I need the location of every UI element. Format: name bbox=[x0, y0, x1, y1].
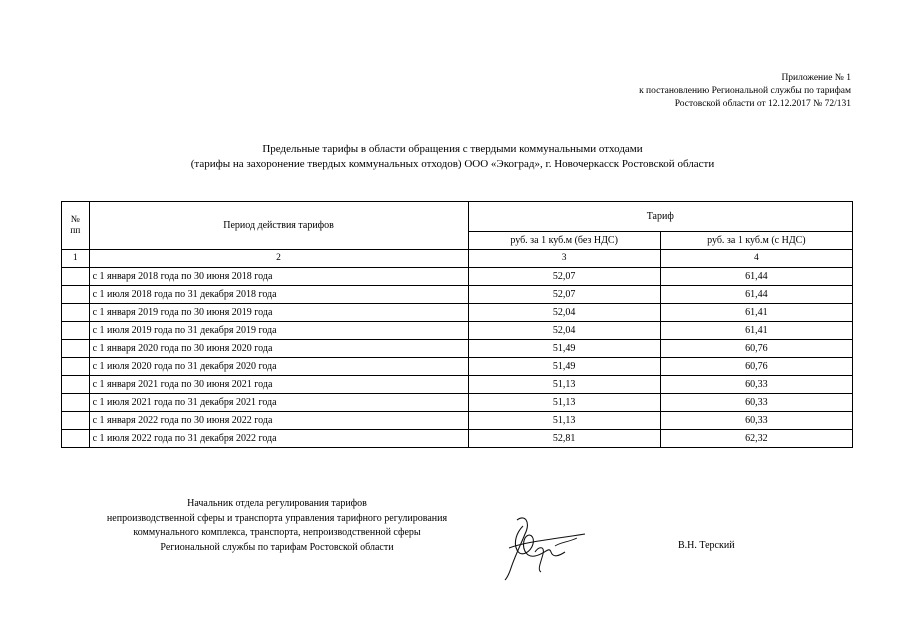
row-with-vat: 60,33 bbox=[660, 376, 852, 394]
row-no-vat: 51,13 bbox=[468, 376, 660, 394]
tariff-table bbox=[61, 201, 853, 448]
table-row bbox=[62, 304, 853, 322]
header-tariff: Тариф bbox=[468, 202, 852, 232]
handwritten-signature bbox=[495, 512, 590, 582]
document-title bbox=[0, 142, 905, 172]
row-no-vat: 52,81 bbox=[468, 430, 660, 448]
row-num bbox=[62, 322, 90, 340]
row-with-vat: 60,33 bbox=[660, 394, 852, 412]
row-period: с 1 июля 2019 года по 31 декабря 2019 года bbox=[89, 322, 468, 340]
column-index-row bbox=[62, 250, 853, 268]
signer-position-line4: Региональной службы по тарифам Ростовской области bbox=[160, 541, 394, 553]
table-row bbox=[62, 268, 853, 286]
column-index: 2 bbox=[89, 250, 468, 268]
document-title-line1: Предельные тарифы в области обращения с твердыми коммунальными отходами bbox=[262, 143, 643, 155]
row-no-vat: 52,04 bbox=[468, 322, 660, 340]
row-period: с 1 июля 2021 года по 31 декабря 2021 года bbox=[89, 394, 468, 412]
table-row bbox=[62, 358, 853, 376]
row-with-vat: 60,76 bbox=[660, 340, 852, 358]
row-num bbox=[62, 340, 90, 358]
row-num bbox=[62, 430, 90, 448]
row-period: с 1 января 2019 года по 30 июня 2019 года bbox=[89, 304, 468, 322]
row-period: с 1 июля 2022 года по 31 декабря 2022 года bbox=[89, 430, 468, 448]
row-with-vat: 61,44 bbox=[660, 268, 852, 286]
row-num bbox=[62, 268, 90, 286]
table-row bbox=[62, 430, 853, 448]
row-with-vat: 62,32 bbox=[660, 430, 852, 448]
signer-position-line1: Начальник отдела регулирования тарифов bbox=[187, 498, 367, 509]
row-no-vat: 52,04 bbox=[468, 304, 660, 322]
table-row bbox=[62, 340, 853, 358]
header-no-vat: руб. за 1 куб.м (без НДС) bbox=[468, 232, 660, 250]
row-period: с 1 января 2021 года по 30 июня 2021 года bbox=[89, 376, 468, 394]
header-period: Период действия тарифов bbox=[89, 202, 468, 250]
table-row bbox=[62, 286, 853, 304]
row-with-vat: 60,33 bbox=[660, 412, 852, 430]
row-no-vat: 52,07 bbox=[468, 286, 660, 304]
row-no-vat: 51,49 bbox=[468, 340, 660, 358]
row-no-vat: 52,07 bbox=[468, 268, 660, 286]
row-with-vat: 61,41 bbox=[660, 304, 852, 322]
row-period: с 1 января 2018 года по 30 июня 2018 года bbox=[89, 268, 468, 286]
signer-position-line2: непроизводственной сферы и транспорта управления тарифного регулирования bbox=[106, 512, 448, 524]
row-no-vat: 51,13 bbox=[468, 394, 660, 412]
table-row bbox=[62, 376, 853, 394]
signer-block bbox=[61, 497, 493, 555]
row-with-vat: 61,44 bbox=[660, 286, 852, 304]
row-num bbox=[62, 376, 90, 394]
row-num bbox=[62, 304, 90, 322]
table-row bbox=[62, 412, 853, 430]
row-num bbox=[62, 286, 90, 304]
header-num: № пп bbox=[62, 202, 90, 250]
row-with-vat: 61,41 bbox=[660, 322, 852, 340]
row-num bbox=[62, 412, 90, 430]
table-row bbox=[62, 394, 853, 412]
row-period: с 1 июля 2018 года по 31 декабря 2018 года bbox=[89, 286, 468, 304]
column-index: 4 bbox=[660, 250, 852, 268]
appendix-header bbox=[639, 72, 851, 111]
row-num bbox=[62, 358, 90, 376]
document-title-line2: (тарифы на захоронение твердых коммунальных отходов) ООО «Экоград», г. Новочеркасск Ростовской области bbox=[190, 158, 715, 170]
row-num bbox=[62, 394, 90, 412]
row-period: с 1 января 2020 года по 30 июня 2020 года bbox=[89, 340, 468, 358]
column-index: 1 bbox=[62, 250, 90, 268]
column-index: 3 bbox=[468, 250, 660, 268]
table-row bbox=[62, 322, 853, 340]
header-with-vat: руб. за 1 куб.м (с НДС) bbox=[660, 232, 852, 250]
signer-name: В.Н. Терский bbox=[678, 540, 735, 551]
row-with-vat: 60,76 bbox=[660, 358, 852, 376]
row-period: с 1 января 2022 года по 30 июня 2022 года bbox=[89, 412, 468, 430]
signer-position-line3: коммунального комплекса, транспорта, непроизводственной сферы bbox=[133, 527, 421, 538]
appendix-resolution: к постановлению Региональной службы по тарифам bbox=[639, 86, 851, 96]
appendix-title: Приложение № 1 bbox=[781, 73, 851, 83]
row-no-vat: 51,13 bbox=[468, 412, 660, 430]
appendix-date: Ростовской области от 12.12.2017 № 72/131 bbox=[674, 99, 851, 109]
row-no-vat: 51,49 bbox=[468, 358, 660, 376]
row-period: с 1 июля 2020 года по 31 декабря 2020 года bbox=[89, 358, 468, 376]
